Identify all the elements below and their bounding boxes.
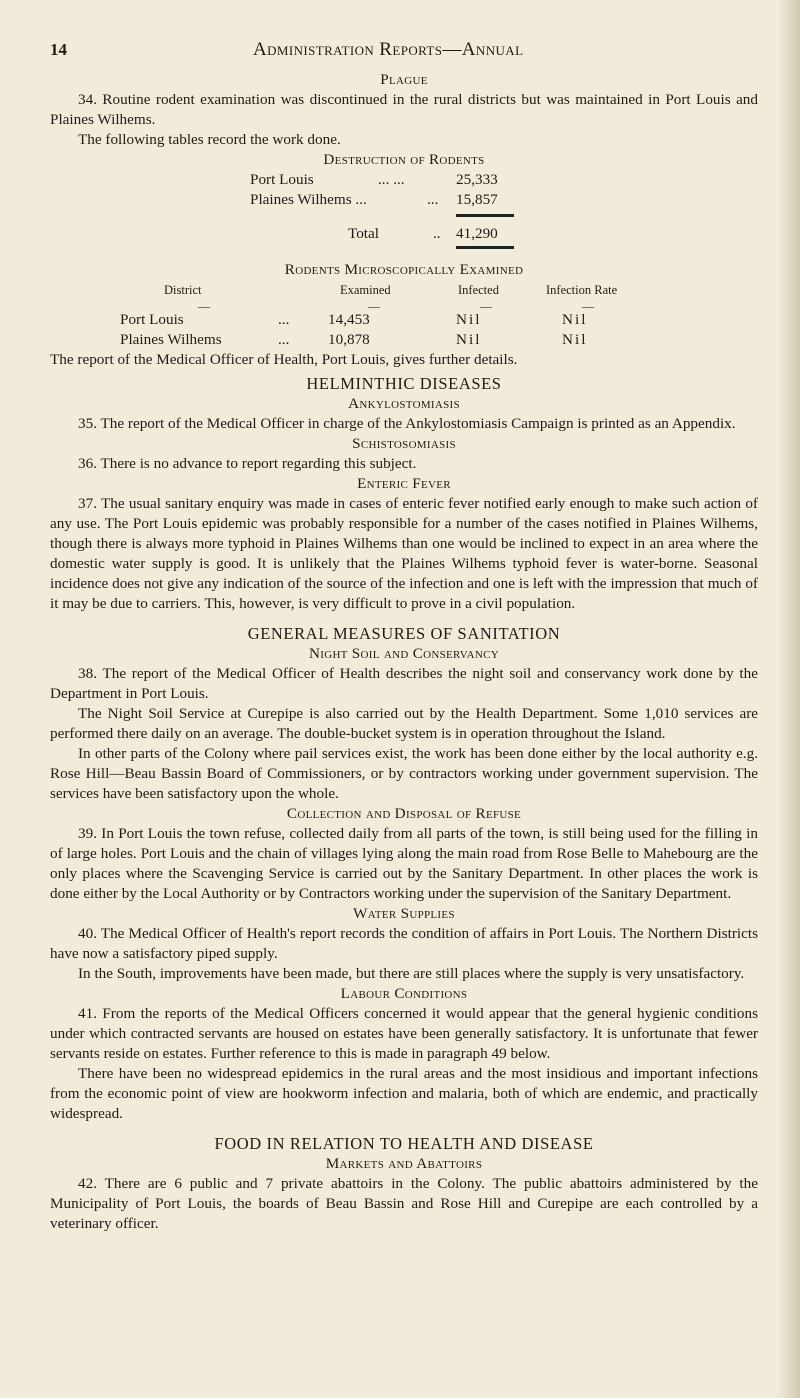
document-page bbox=[50, 40, 758, 1234]
district-cell: Port Louis bbox=[250, 171, 314, 188]
heading-night-soil: Night Soil and Conservancy bbox=[308, 645, 500, 662]
heading-general-measures-of-sanitation: GENERAL MEASURES OF SANITATION bbox=[247, 624, 561, 643]
header-dash-row bbox=[50, 296, 758, 313]
district-cell: Plaines Wilhems bbox=[120, 331, 222, 348]
leader-dots: ... bbox=[278, 331, 290, 348]
infected-cell: Nil bbox=[456, 331, 482, 348]
heading-markets-and-abattoirs: Markets and Abattoirs bbox=[325, 1155, 483, 1172]
table-row bbox=[50, 190, 758, 210]
table-row bbox=[50, 310, 758, 330]
paragraph-34: 34. Routine rodent examination was discontinued in the rural districts but was maintained in Port Louis and Plaines Wilhems. bbox=[50, 91, 758, 128]
infected-cell: Nil bbox=[456, 311, 482, 328]
paragraph-38: 38. The report of the Medical Officer of Health describes the night soil and conservancy work done by the Department in Port Louis. bbox=[50, 665, 758, 702]
total-label: Total bbox=[348, 225, 379, 242]
leader-dots: ... ... bbox=[378, 171, 405, 188]
table-header-row bbox=[50, 280, 758, 296]
rate-cell: Nil bbox=[562, 331, 588, 348]
header-examined: Examined bbox=[340, 283, 391, 297]
heading-helminthic-diseases: HELMINTHIC DISEASES bbox=[306, 374, 502, 393]
total-rule-row bbox=[50, 210, 758, 220]
dash: — bbox=[480, 299, 492, 313]
leader-dots: .. bbox=[433, 225, 441, 242]
paragraph-35: 35. The report of the Medical Officer in charge of the Ankylostomiasis Campaign is printed as an Appendix. bbox=[78, 415, 736, 432]
total-row bbox=[50, 220, 758, 246]
paragraph-41: 41. From the reports of the Medical Officers concerned it would appear that the general hygienic conditions under which contracted servants are housed on estates have been generally satisfactory. It is unfortunate that fewer servants reside on estates. Further reference to this is made in paragraph 49 below. bbox=[50, 1005, 758, 1062]
dash: — bbox=[582, 299, 594, 313]
paragraph-41-epidemics: There have been no widespread epidemics in the rural areas and the most insidious and important infections from the economic point of view are hookworm infection and malaria, both of which are endemic, and practically widespread. bbox=[50, 1065, 758, 1122]
header-district: District bbox=[164, 283, 202, 297]
heading-labour-conditions: Labour Conditions bbox=[340, 985, 468, 1002]
leader-dots: ... bbox=[278, 311, 290, 328]
page-header bbox=[50, 40, 758, 66]
paragraph-38-other-parts: In other parts of the Colony where pail services exist, the work has been done either by the local authority e.g. Rose Hill—Beau Bassin Board of Commissioners, or by contractors working under government supervision. The services have been satisfactory upon the whole. bbox=[50, 745, 758, 802]
examined-cell: 14,453 bbox=[328, 311, 370, 328]
district-cell: Plaines Wilhems ... bbox=[250, 191, 367, 208]
leader-dots: ... bbox=[427, 191, 439, 208]
dash: — bbox=[198, 299, 210, 313]
total-underline-row bbox=[50, 246, 758, 254]
heading-plague: Plague bbox=[380, 71, 428, 88]
paragraph-38-curepipe: The Night Soil Service at Curepipe is also carried out by the Health Department. Some 1,010 services are performed there daily on an average. The double-bucket system is in operation throughout the Island. bbox=[50, 705, 758, 742]
examined-cell: 10,878 bbox=[328, 331, 370, 348]
microscopy-table bbox=[50, 280, 758, 350]
table-row bbox=[50, 170, 758, 190]
heading-schistosomiasis: Schistosomiasis bbox=[352, 435, 456, 452]
paragraph-37: 37. The usual sanitary enquiry was made in cases of enteric fever notified early enough to make such action of any use. The Port Louis epidemic was probably responsible for a number of the cases notified in Plaines Wilhems, though there is always more typhoid in Plaines Wilhems than one would be inclined to expect in an area where the domestic water supply is good. It is unlikely that the Plaines Wilhems typhoid fever is water-borne. Seasonal incidence does not give any indication of the source of the infection and one is left with the impression that much of it may be due to carriers. This, however, is very difficult to prove in a civil population. bbox=[50, 495, 758, 612]
heading-water-supplies: Water Supplies bbox=[353, 905, 455, 922]
paragraph-40-south: In the South, improvements have been made, but there are still places where the supply is very unsatisfactory. bbox=[78, 965, 745, 982]
paragraph-34-tables: The following tables record the work done. bbox=[78, 131, 341, 148]
total-underline bbox=[456, 246, 514, 249]
total-value: 41,290 bbox=[456, 225, 498, 242]
rate-cell: Nil bbox=[562, 311, 588, 328]
heading-destruction-of-rodents: Destruction of Rodents bbox=[323, 151, 485, 168]
count-cell: 15,857 bbox=[456, 191, 498, 208]
header-infection-rate: Infection Rate bbox=[546, 283, 618, 297]
heading-ankylostomiasis: Ankylostomiasis bbox=[348, 395, 460, 412]
page-number: 14 bbox=[50, 40, 67, 59]
district-cell: Port Louis bbox=[120, 311, 184, 328]
heading-food-in-relation-to-health: FOOD IN RELATION TO HEALTH AND DISEASE bbox=[214, 1134, 594, 1153]
heading-enteric-fever: Enteric Fever bbox=[357, 475, 451, 492]
paragraph-36: 36. There is no advance to report regarding this subject. bbox=[78, 455, 417, 472]
paragraph-40: 40. The Medical Officer of Health's report records the condition of affairs in Port Louis. The Northern Districts have now a satisfactory piped supply. bbox=[50, 925, 758, 962]
page-edge-shadow bbox=[778, 0, 800, 1398]
running-head: Administration Reports—Annual bbox=[253, 39, 524, 60]
total-rule bbox=[456, 214, 514, 217]
heading-rodents-microscopically-examined: Rodents Microscopically Examined bbox=[284, 261, 524, 278]
destruction-table bbox=[50, 170, 758, 254]
paragraph-42: 42. There are 6 public and 7 private abattoirs in the Colony. The public abattoirs administered by the Municipality of Port Louis, the boards of Beau Bassin and Rose Hill and Curepipe are each controlled by a veterinary officer. bbox=[50, 1175, 758, 1232]
paragraph-39: 39. In Port Louis the town refuse, collected daily from all parts of the town, is still being used for the filling in of large holes. Port Louis and the chain of villages lying along the main road from Rose Belle to Mahebourg are the only places where the Scavenging Service is carried out by the Sanitary Department. In other places the work is done either by the Local Authority or by Contractors working under the supervision of the Sanitary Department. bbox=[50, 825, 758, 902]
heading-refuse: Collection and Disposal of Refuse bbox=[286, 805, 522, 822]
count-cell: 25,333 bbox=[456, 171, 498, 188]
dash: — bbox=[368, 299, 380, 313]
header-infected: Infected bbox=[458, 283, 499, 297]
plague-note: The report of the Medical Officer of Health, Port Louis, gives further details. bbox=[50, 351, 518, 368]
table-row bbox=[50, 330, 758, 350]
